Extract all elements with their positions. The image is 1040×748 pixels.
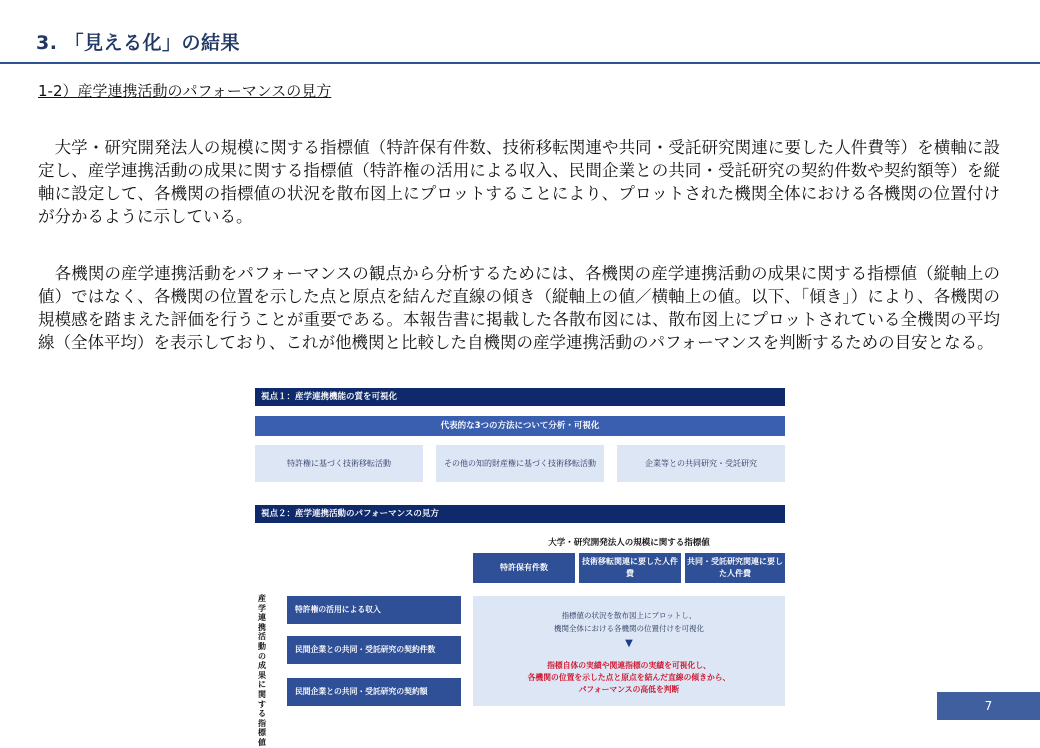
scale-indicator-title: 大学・研究開発法人の規模に関する指標値 [548, 538, 710, 548]
explanation-line-2: 機関全体における各機関の位置付けを可視化 [554, 624, 704, 633]
highlight-line-3: パフォーマンスの高低を判断 [578, 685, 680, 694]
section-subheading: 1-2）産学連携活動のパフォーマンスの見方 [38, 82, 332, 100]
highlight-line-2: 各機関の位置を示した点と原点を結んだ直線の傾きから、 [527, 673, 731, 682]
outcome-box-patent-income: 特許権の活用による収入 [287, 596, 461, 624]
scale-box-patents: 特許保有件数 [473, 553, 575, 583]
method-box-joint-research: 企業等との共同研究・受託研究 [617, 445, 785, 482]
scale-box-research-cost: 共同・受託研究関連に要した人件費 [685, 553, 785, 583]
view1-sub-band: 代表的な3つの方法について分析・可視化 [255, 416, 785, 436]
title-divider [0, 62, 1040, 64]
page-title: 3. 「見える化」の結果 [36, 32, 241, 54]
paragraph-1: 大学・研究開発法人の規模に関する指標値（特許保有件数、技術移転関連や共同・受託研究関連に要した人件費等）を横軸に設定し、産学連携活動の成果に関する指標値（特許権の活用による収入、民間企業との共同・受託研究の契約件数や契約額等）を縦軸に設定して、各機関の指標値の状況を散布図上にプロットすることにより、プロットされた機関全体における各機関の位置付けが分かるように示している。 [38, 138, 1000, 226]
framework-figure [255, 386, 785, 747]
outcome-axis-label: 産学連携活動の成果に関する指標値 [258, 594, 266, 747]
view1-band: 視点１：産学連携機能の質を可視化 [255, 388, 785, 406]
page-number: 7 [937, 692, 1040, 720]
explanation-box [473, 596, 785, 706]
outcome-box-contract-count: 民間企業との共同・受託研究の契約件数 [287, 636, 461, 664]
title-bar [0, 0, 1040, 64]
method-box-other-ip: その他の知的財産権に基づく技術移転活動 [436, 445, 604, 482]
scale-box-transfer-cost: 技術移転関連に要した人件費 [579, 553, 681, 583]
explanation-line-1: 指標値の状況を散布図上にプロットし、 [561, 611, 697, 620]
outcome-box-contract-amount: 民間企業との共同・受託研究の契約額 [287, 678, 461, 706]
down-arrow-icon: ▼ [625, 638, 633, 649]
view2-band: 視点２：産学連携活動のパフォーマンスの見方 [255, 505, 785, 523]
highlight-line-1: 指標自体の実績や関連指標の実績を可視化し、 [547, 661, 711, 670]
method-box-patent: 特許権に基づく技術移転活動 [255, 445, 423, 482]
paragraph-2: 各機関の産学連携活動をパフォーマンスの観点から分析するためには、各機関の産学連携活動の成果に関する指標値（縦軸上の値）ではなく、各機関の位置を示した点と原点を結んだ直線の傾き（縦軸上の値／横軸上の値。以下、「傾き」）により、各機関の規模感を踏まえた評価を行うことが重要である。本報告書に掲載した各散布図には、散布図上にプロットされている全機関の平均線（全体平均）を表示しており、これが他機関と比較した自機関の産学連携活動のパフォーマンスを判断するための目安となる。 [38, 264, 1000, 352]
